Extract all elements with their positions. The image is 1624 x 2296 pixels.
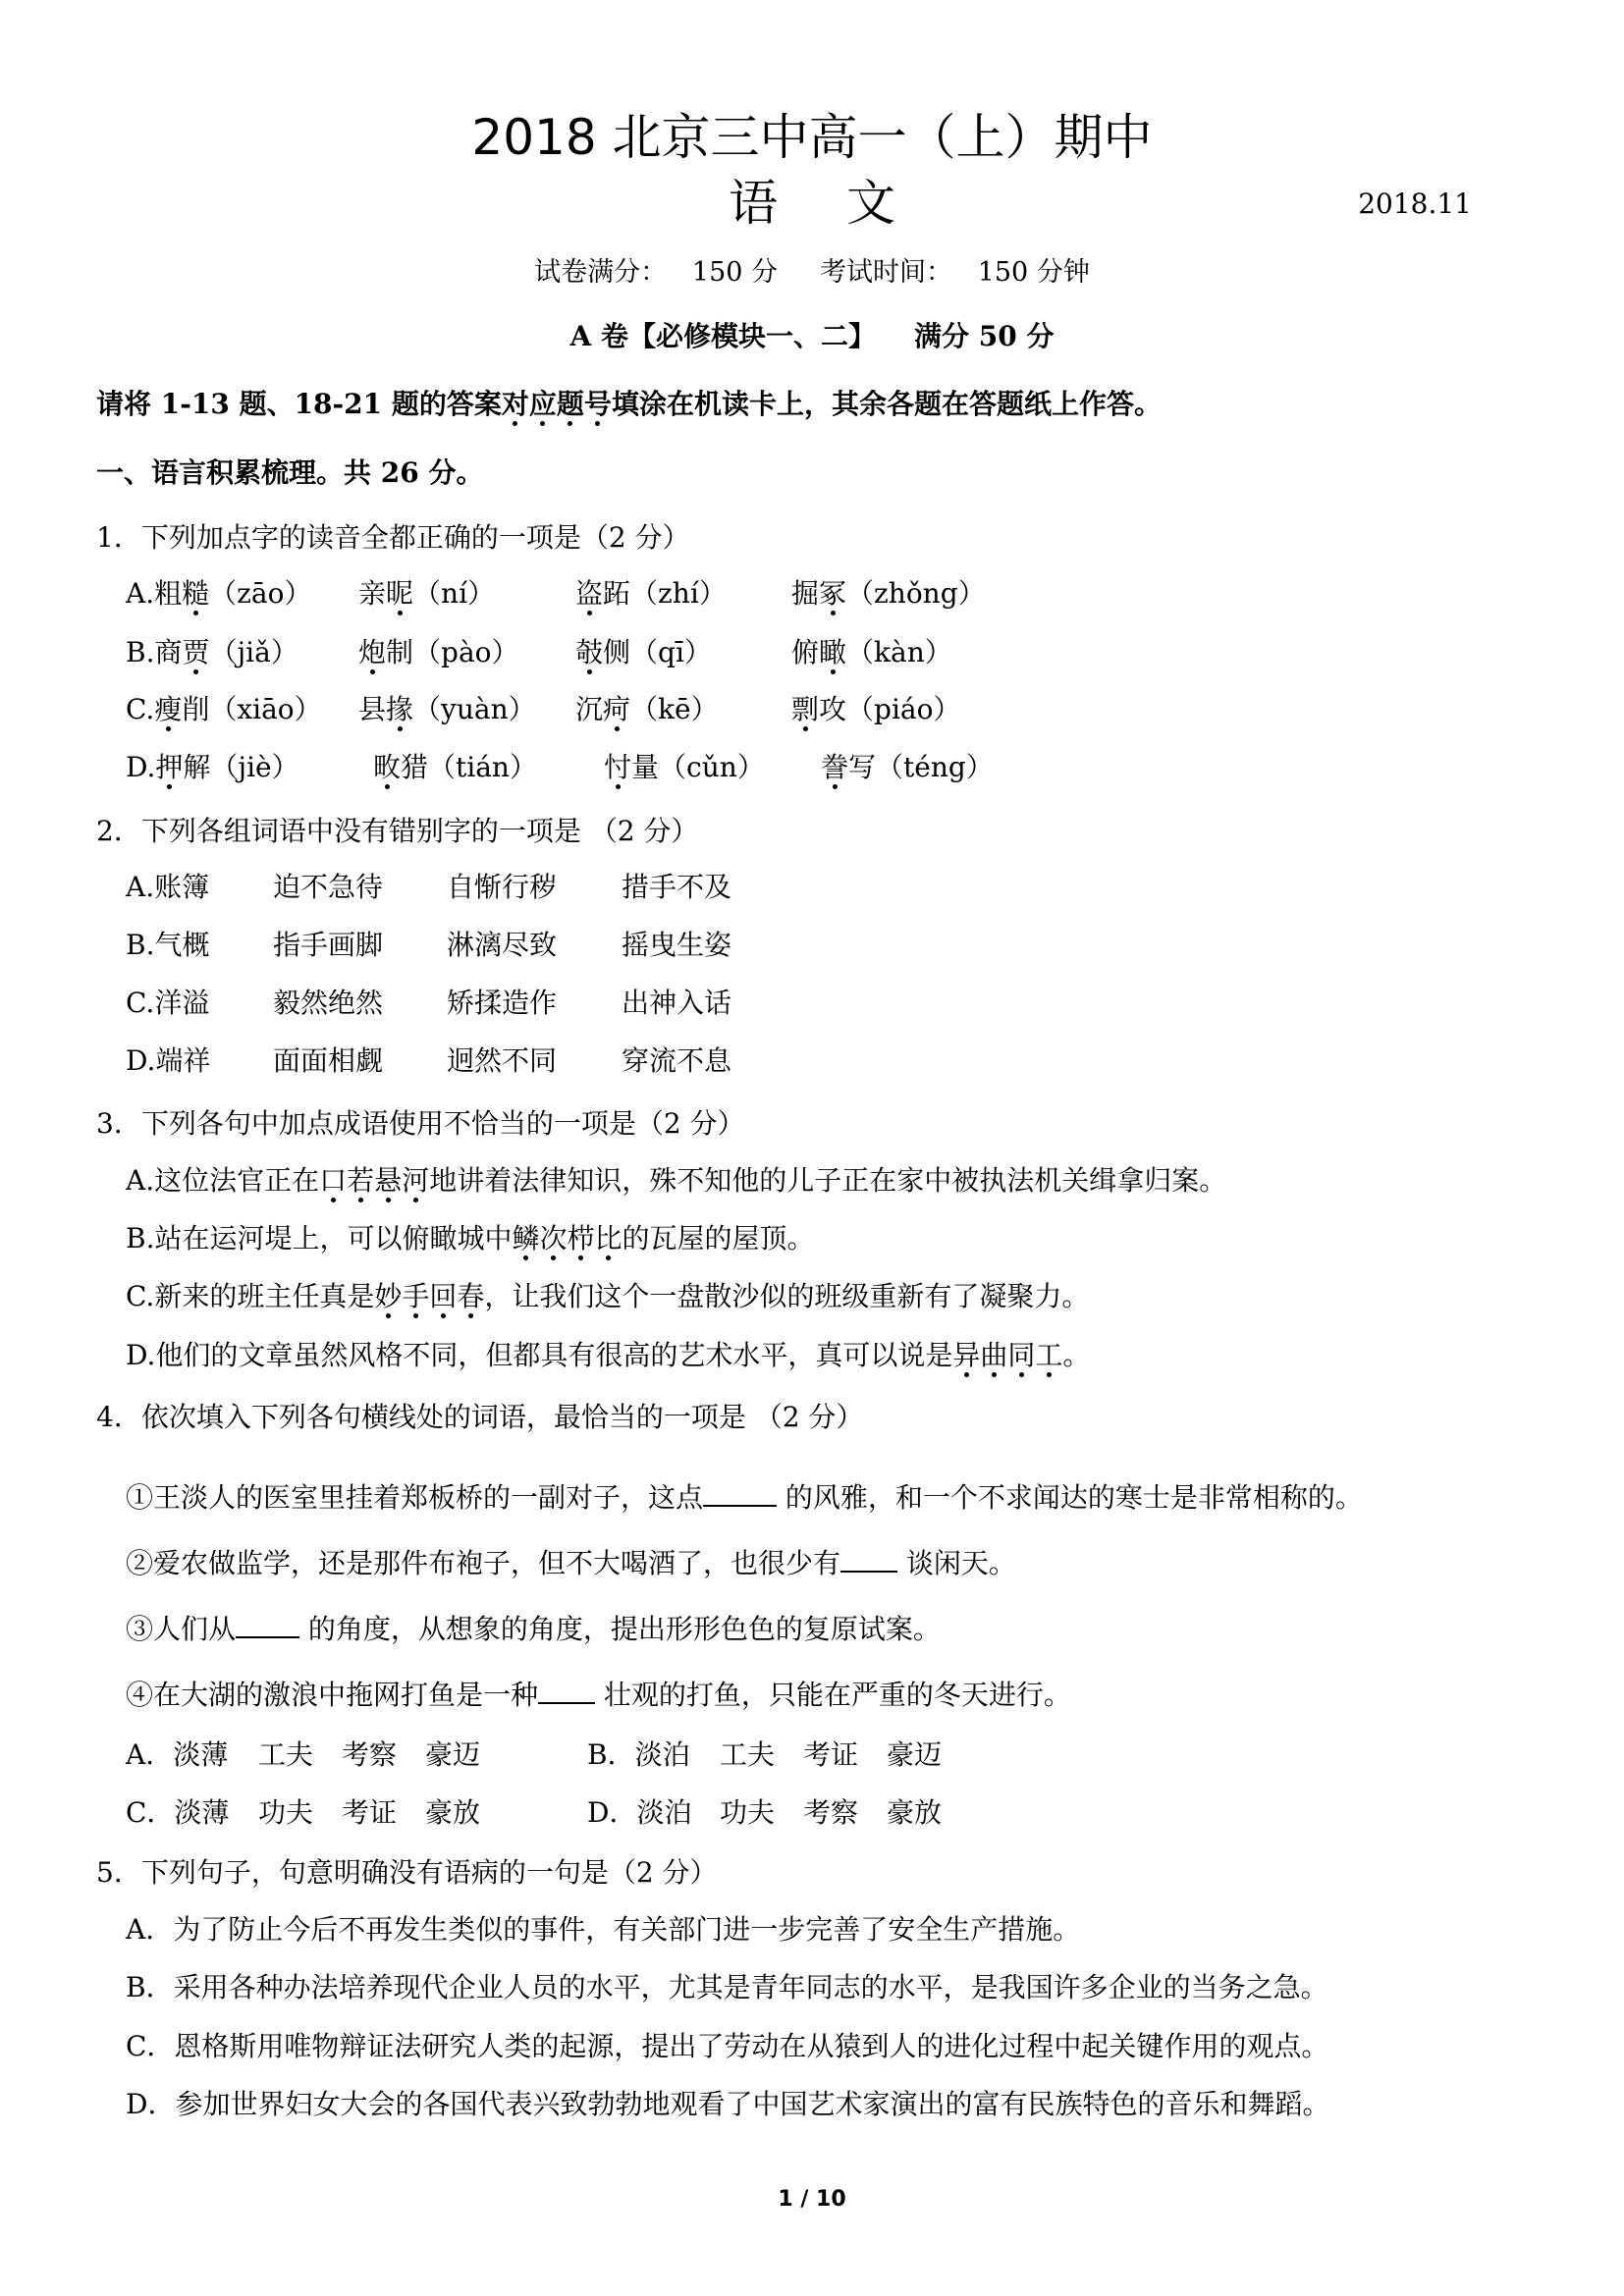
blank-line — [703, 1475, 777, 1507]
emphasis-char: 回 — [429, 1277, 457, 1316]
emphasis-char: 手 — [402, 1277, 429, 1316]
word-item: 毅然绝然 — [273, 987, 384, 1019]
pinyin-item — [575, 574, 727, 614]
word-item: 指手画脚 — [273, 929, 384, 961]
choice-word: 考证 — [342, 1796, 398, 1829]
pinyin-item — [358, 690, 536, 729]
section-heading: 一、语言积累梳理。共 26 分。 — [96, 456, 484, 489]
emphasis-char: 同 — [1007, 1336, 1035, 1375]
pinyin-item — [126, 690, 322, 729]
exam-date: 2018.11 — [1358, 187, 1472, 220]
word-item: 淋漓尽致 — [447, 929, 558, 961]
option-line — [126, 1277, 1089, 1316]
fill-sentence — [126, 1475, 1363, 1518]
option-line: D．参加世界妇女大会的各国代表兴致勃勃地观看了中国艺术家演出的富有民族特色的音乐和舞蹈。 — [126, 2088, 1330, 2120]
word-item: 措手不及 — [622, 871, 732, 903]
emphasis-char: 曲 — [980, 1336, 1007, 1375]
pinyin: （cǔn） — [659, 751, 765, 783]
item-text: D. — [126, 751, 156, 783]
emphasis-char: 瘦 — [154, 690, 182, 729]
pinyin: （zāo） — [209, 577, 312, 610]
choice-word: 考证 — [803, 1738, 859, 1771]
emphasis-char: 春 — [457, 1277, 484, 1316]
instruction — [96, 385, 1162, 424]
item-text: 削 — [182, 693, 210, 725]
emphasis-char: 疴 — [603, 690, 630, 729]
emphasis-char: 妙 — [374, 1277, 402, 1316]
emphasis-char: 次 — [540, 1219, 568, 1258]
pinyin: （piáo） — [846, 693, 961, 725]
option-text: 地讲着法律知识，殊不知他的儿子正在家中被执法机关缉拿归案。 — [429, 1164, 1227, 1197]
pinyin: （zhí） — [630, 577, 727, 610]
sentence-text: 壮观的打鱼，只能在严重的冬天进行。 — [595, 1679, 1071, 1711]
subject-title: 语文 — [729, 175, 964, 232]
fill-sentence — [126, 1607, 941, 1649]
emphasis-char: 誊 — [821, 748, 848, 787]
emphasis-char: 悬 — [374, 1161, 402, 1201]
volume-heading: A 卷【必修模块一、二】 满分 50 分 — [569, 320, 1055, 352]
option-line — [126, 1161, 1226, 1201]
option-text: C.新来的班主任真是 — [126, 1280, 375, 1312]
item-text: A.粗 — [126, 577, 183, 610]
choice-word: 考察 — [803, 1796, 859, 1829]
choice-word: B．淡泊 — [587, 1738, 690, 1771]
pinyin-item — [575, 690, 719, 729]
emphasis-char: 掾 — [386, 690, 413, 729]
sentence-text: ③人们从 — [126, 1613, 237, 1645]
option-line: C．恩格斯用唯物辩证法研究人类的起源，提出了劳动在从猿到人的进化过程中起关键作用的观点。 — [126, 2030, 1329, 2062]
pinyin-item — [791, 633, 952, 672]
sentence-text: 的角度，从想象的角度，提出形形色色的复原试案。 — [299, 1613, 941, 1645]
emphasis-char: 糙 — [182, 574, 209, 614]
pinyin: （kàn） — [846, 636, 952, 668]
emphasis-char: 号 — [584, 385, 612, 424]
blank-line — [840, 1541, 897, 1573]
emphasis-char: 工 — [1035, 1336, 1062, 1375]
pinyin: （jiǎ） — [209, 636, 298, 668]
pinyin: （qī） — [630, 636, 712, 668]
choice-word: 豪迈 — [425, 1738, 481, 1771]
pinyin: （jiè） — [210, 751, 299, 783]
question-4-stem: 4．依次填入下列各句横线处的词语，最恰当的一项是 （2 分） — [96, 1401, 864, 1433]
page-number: 1 / 10 — [778, 2187, 846, 2212]
choice-word: 功夫 — [258, 1796, 314, 1829]
pinyin-item — [373, 748, 537, 787]
option-text: 的瓦屋的屋顶。 — [622, 1222, 815, 1255]
question-1-stem: 1．下列加点字的读音全都正确的一项是（2 分） — [96, 521, 690, 554]
question-3-stem: 3．下列各句中加点成语使用不恰当的一项是（2 分） — [96, 1107, 745, 1140]
emphasis-char: 攲 — [575, 633, 603, 672]
item-text: 俯 — [791, 636, 820, 668]
instruction-text-end: 填涂在机读卡上，其余各题在答题纸上作答。 — [611, 388, 1162, 420]
sentence-text: ②爱农做监学，还是那件布袍子，但不大喝酒了，也很少有 — [126, 1547, 841, 1579]
word-item: D.端祥 — [126, 1044, 211, 1077]
option-line — [126, 1336, 1090, 1375]
pinyin-item — [791, 690, 960, 729]
pinyin: （téng） — [876, 751, 994, 783]
pinyin-item — [126, 633, 298, 672]
word-item: C.洋溢 — [126, 987, 210, 1019]
choice-word: 豪迈 — [887, 1738, 943, 1771]
word-item: 自惭行秽 — [447, 871, 558, 903]
emphasis-char: 忖 — [604, 748, 631, 787]
item-text: 沉 — [575, 693, 604, 725]
emphasis-char: 炮 — [358, 633, 386, 672]
word-item: 迫不急待 — [273, 871, 384, 903]
choice-word: 考察 — [342, 1738, 398, 1771]
emphasis-char: 异 — [952, 1336, 980, 1375]
pinyin-item — [358, 633, 519, 672]
pinyin: （xiāo） — [209, 693, 322, 725]
pinyin: （pào） — [413, 636, 519, 668]
item-text: 制 — [386, 636, 414, 668]
option-text: B.站在运河堤上，可以俯瞰城中 — [126, 1222, 513, 1255]
item-text: 掘 — [791, 577, 820, 610]
word-item: A.账簿 — [126, 871, 210, 903]
item-text: 亲 — [358, 577, 387, 610]
exam-title: 2018 北京三中高一（上）期中 — [471, 109, 1153, 166]
emphasis-char: 应 — [529, 385, 557, 424]
emphasis-char: 河 — [402, 1161, 429, 1201]
emphasis-char: 昵 — [386, 574, 413, 614]
pinyin-item — [575, 633, 712, 672]
sentence-text: 谈闲天。 — [897, 1547, 1016, 1579]
emphasis-char: 瞰 — [819, 633, 846, 672]
choice-word: 工夫 — [720, 1738, 776, 1771]
item-text: C. — [126, 693, 155, 725]
word-item: 迥然不同 — [447, 1044, 558, 1077]
blank-line — [236, 1607, 299, 1638]
question-2-stem: 2．下列各组词语中没有错别字的一项是 （2 分） — [96, 815, 699, 847]
option-text: D.他们的文章虽然风格不同，但都具有很高的艺术水平，真可以说是 — [126, 1339, 953, 1371]
sentence-text: ④在大湖的激浪中拖网打鱼是一种 — [126, 1679, 539, 1711]
item-text: 侧 — [603, 636, 631, 668]
choice-word: 豪放 — [887, 1796, 943, 1829]
choice-word: 工夫 — [258, 1738, 314, 1771]
pinyin: （ní） — [413, 577, 496, 610]
emphasis-char: 口 — [319, 1161, 347, 1201]
exam-meta: 试卷满分： 150 分 考试时间： 150 分钟 — [534, 257, 1090, 288]
choice-word: D．淡泊 — [587, 1796, 692, 1829]
pinyin-item — [126, 574, 311, 614]
emphasis-char: 贾 — [182, 633, 209, 672]
pinyin-item — [821, 748, 994, 787]
choice-word: A．淡薄 — [126, 1738, 229, 1771]
emphasis-char: 剽 — [791, 690, 819, 729]
item-text: 猎 — [401, 751, 429, 783]
pinyin-item — [604, 748, 765, 787]
item-text: 量 — [631, 751, 660, 783]
item-text: 跖 — [603, 577, 631, 610]
fill-sentence — [126, 1541, 1016, 1583]
pinyin: （tián） — [428, 751, 537, 783]
emphasis-char: 若 — [347, 1161, 374, 1201]
pinyin-item — [358, 574, 495, 614]
word-item: B.气概 — [126, 929, 210, 961]
option-text: 。 — [1062, 1339, 1091, 1371]
pinyin-item — [126, 748, 299, 787]
instruction-dotted — [502, 388, 612, 420]
choice-word: 豪放 — [425, 1796, 481, 1829]
word-item: 穿流不息 — [622, 1044, 732, 1077]
option-text: ，让我们这个一盘散沙似的班级重新有了凝聚力。 — [484, 1280, 1090, 1312]
option-line: A．为了防止今后不再发生类似的事件，有关部门进一步完善了安全生产措施。 — [126, 1913, 1081, 1946]
option-text: A.这位法官正在 — [126, 1164, 320, 1197]
emphasis-char: 鳞 — [512, 1219, 539, 1258]
pinyin: （kē） — [630, 693, 719, 725]
pinyin: （zhǒng） — [846, 577, 986, 610]
fill-sentence — [126, 1673, 1071, 1715]
word-item: 面面相觑 — [273, 1044, 384, 1077]
item-text: 解 — [183, 751, 211, 783]
item-text: 写 — [848, 751, 877, 783]
word-item: 摇曳生姿 — [622, 929, 732, 961]
sentence-text: 的风雅，和一个不求闻达的寒士是非常相称的。 — [777, 1481, 1363, 1514]
emphasis-char: 对 — [502, 385, 529, 424]
item-text: B.商 — [126, 636, 183, 668]
word-item: 矫揉造作 — [447, 987, 558, 1019]
instruction-text: 请将 1-13 题、18-21 题的答案 — [96, 388, 502, 420]
question-5-stem: 5．下列句子，句意明确没有语病的一句是（2 分） — [96, 1856, 718, 1889]
option-line: B．采用各种办法培养现代企业人员的水平，尤其是青年同志的水平，是我国许多企业的当务之急。 — [126, 1971, 1328, 2003]
emphasis-char: 盗 — [575, 574, 603, 614]
emphasis-char: 比 — [595, 1219, 623, 1258]
choice-word: 功夫 — [720, 1796, 776, 1829]
emphasis-char: 押 — [155, 748, 183, 787]
sentence-text: ①王淡人的医室里挂着郑板桥的一副对子，这点 — [126, 1481, 704, 1514]
pinyin: （yuàn） — [413, 693, 536, 725]
blank-line — [538, 1673, 595, 1704]
emphasis-char: 栉 — [568, 1219, 595, 1258]
item-text: 攻 — [819, 693, 847, 725]
emphasis-char: 冢 — [819, 574, 846, 614]
choice-word: C．淡薄 — [126, 1796, 230, 1829]
emphasis-char: 题 — [557, 385, 584, 424]
emphasis-char: 畋 — [373, 748, 401, 787]
option-line — [126, 1219, 815, 1258]
item-text: 县 — [358, 693, 387, 725]
word-item: 出神入话 — [622, 987, 732, 1019]
pinyin-item — [791, 574, 986, 614]
